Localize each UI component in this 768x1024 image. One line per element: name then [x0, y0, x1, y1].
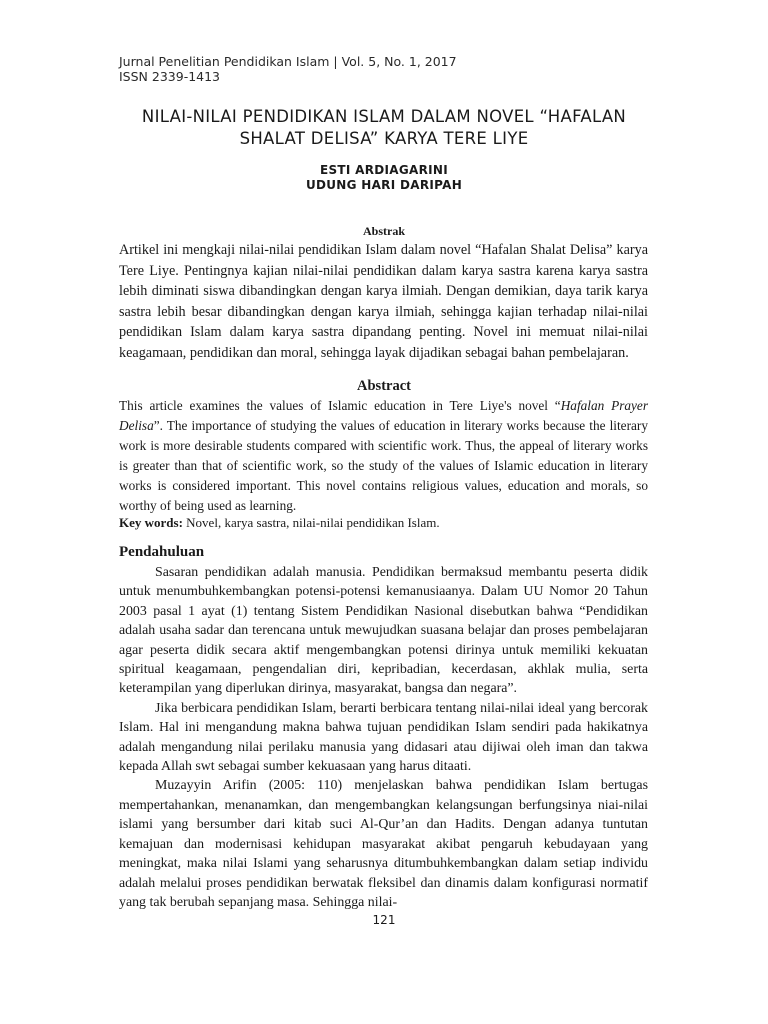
abstract-text-start: This article examines the values of Islamic education in Tere Liye's novel “	[119, 398, 561, 413]
abstract-novel-title: Hafalan Prayer Delisa	[119, 398, 648, 433]
section-body	[119, 563, 648, 912]
title-line-1: NILAI-NILAI PENDIDIKAN ISLAM DALAM NOVEL “HAFALAN	[141, 107, 627, 126]
paragraph: Jika berbicara pendidikan Islam, berarti berbicara tentang nilai-nilai ideal yang bercorak Islam. Hal ini mengandung makna bahwa tujuan pendidikan Islam sendiri pada hakikatnya adalah mengandung nilai perilaku manusia yang didasari atau dijiwai oleh iman dan takwa kepada Allah swt sebagai sumber kekuasaan yang harus ditaati.	[119, 700, 648, 775]
abstract-heading: Abstract	[357, 378, 411, 394]
paragraph: Sasaran pendidikan adalah manusia. Pendidikan bermaksud membantu peserta didik untuk menumbuhkembangkan potensi-potensi kemanusiaanya. Dalam UU Nomor 20 Tahun 2003 pasal 1 ayat (1) tentang Sistem Pendidikan Nasional disebutkan bahwa “Pendidikan adalah usaha sadar dan terencana untuk mewujudkan suasana belajar dan proses pembelajaran agar peserta didik secara aktif mengembangkan potensi dirinya untuk memiliki kekuatan spiritual keagamaan, pengendalian diri, kepribadian, kecerdasan, akhlak mulia, serta keterampilan yang diperlukan dirinya, masyarakat, bangsa dan negara”.	[119, 565, 648, 697]
abstract-text-end: ”. The importance of studying the values of education in literary works because the literary work is more desirable students compared with scientific work. Thus, the appeal of literary works is greater than that of scientific work, so the study of the values of Islamic education in literary works is considered important. This novel contains religious values, education and morals, so worthy of being used as learning.	[119, 418, 648, 513]
section-heading: Pendahuluan	[119, 544, 205, 560]
paragraph: Muzayyin Arifin (2005: 110) menjelaskan bahwa pendidikan Islam bertugas mempertahankan, menanamkan, dan mengembangkan kelangsungan berfungsinya niai-nilai islami yang bersumber dari kitab suci Al-Qur’an dan Hadits. Dengan adanya tuntutan kemajuan dan modernisasi kehidupan masyarakat akibat pengaruh kebudayaan yang meningkat, maka nilai Islami yang seharusnya ditumbuhkembangkan dalam setiap individu adalah melalui proses pendidikan berwatak fleksibel dan dinamis dalam konfigurasi normatif yang tak berubah sepanjang masa. Sehingga nilai-	[119, 778, 648, 910]
page-number: 121	[372, 913, 396, 927]
author-list	[100, 163, 668, 193]
title-line-2: SHALAT DELISA” KARYA TERE LIYE	[239, 129, 529, 148]
abstrak-heading: Abstrak	[362, 224, 405, 238]
running-header	[119, 54, 457, 84]
keywords-values: Novel, karya sastra, nilai-nilai pendidikan Islam.	[182, 515, 440, 530]
abstract-text	[119, 396, 648, 516]
journal-citation: Jurnal Penelitian Pendidikan Islam | Vol. 5, No. 1, 2017	[119, 54, 457, 69]
author-name: UDUNG HARI DARIPAH	[305, 178, 463, 192]
article-title	[100, 106, 668, 150]
issn-line: ISSN 2339-1413	[119, 69, 221, 84]
author-name: ESTI ARDIAGARINI	[319, 163, 449, 177]
keywords	[119, 514, 648, 532]
abstrak-text: Artikel ini mengkaji nilai-nilai pendidikan Islam dalam novel “Hafalan Shalat Delisa” karya Tere Liye. Pentingnya kajian nilai-nilai pendidikan dalam karya sastra karena karya sastra lebih diminati siswa dibandingkan dengan karya ilmiah. Dengan demikian, daya tarik karya sastra lebih besar dibandingkan dengan karya ilmiah, sehingga kajian terhadap nilai-nilai pendidikan Islam dalam karya sastra dipandang penting. Novel ini memuat nilai-nilai keagamaan, pendidikan dan moral, sehingga layak dijadikan sebagai bahan pembelajaran.	[119, 242, 648, 361]
keywords-label: Key words:	[119, 515, 183, 530]
